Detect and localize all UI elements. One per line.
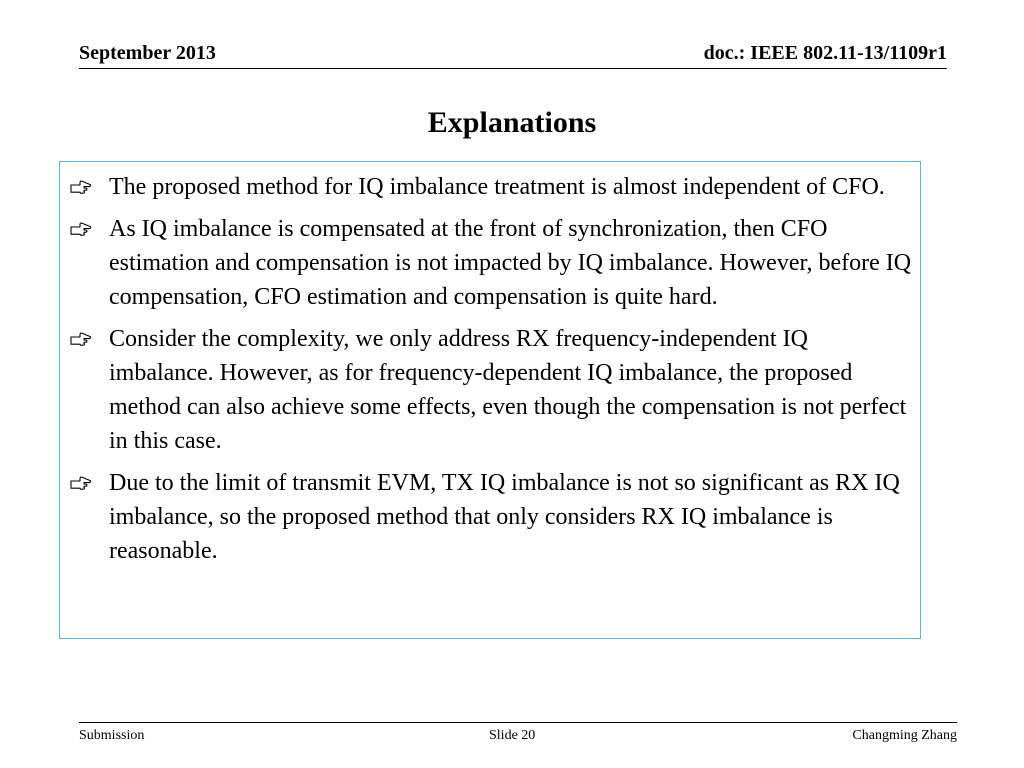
bullet-item — [70, 170, 912, 204]
footer-slide-number: Slide 20 — [489, 728, 536, 743]
bullet-text: Due to the limit of transmit EVM, TX IQ imbalance is not so significant as RX IQ imbalance, so the proposed method that only considers RX IQ imbalance is reasonable. — [109, 470, 900, 564]
footer-submission: Submission — [79, 728, 145, 743]
pointing-hand-icon — [70, 170, 98, 204]
bullet-text: Consider the complexity, we only address RX frequency-independent IQ imbalance. However, as for frequency-dependent IQ imbalance, the proposed method can also achieve some effects, even though the compensation is not perfect in this case. — [109, 326, 907, 454]
bullet-list — [70, 170, 912, 576]
pointing-hand-icon — [70, 212, 98, 246]
pointing-hand-icon — [70, 466, 98, 500]
bullet-item — [70, 322, 912, 458]
bullet-item — [70, 466, 912, 568]
bullet-item — [70, 212, 912, 314]
pointing-hand-icon — [70, 322, 98, 356]
slide-title: Explanations — [427, 106, 597, 139]
bullet-text: The proposed method for IQ imbalance treatment is almost independent of CFO. — [109, 174, 885, 200]
header-doc-id: doc.: IEEE 802.11-13/1109r1 — [703, 42, 947, 64]
footer-author: Changming Zhang — [852, 728, 957, 743]
slide-footer — [79, 722, 957, 747]
slide-header — [79, 40, 947, 69]
bullet-text: As IQ imbalance is compensated at the front of synchronization, then CFO estimation and compensation is not impacted by IQ imbalance. However, before IQ compensation, CFO estimation and compensation is quite hard. — [109, 216, 912, 310]
header-date: September 2013 — [79, 42, 216, 64]
content-box — [59, 161, 921, 639]
